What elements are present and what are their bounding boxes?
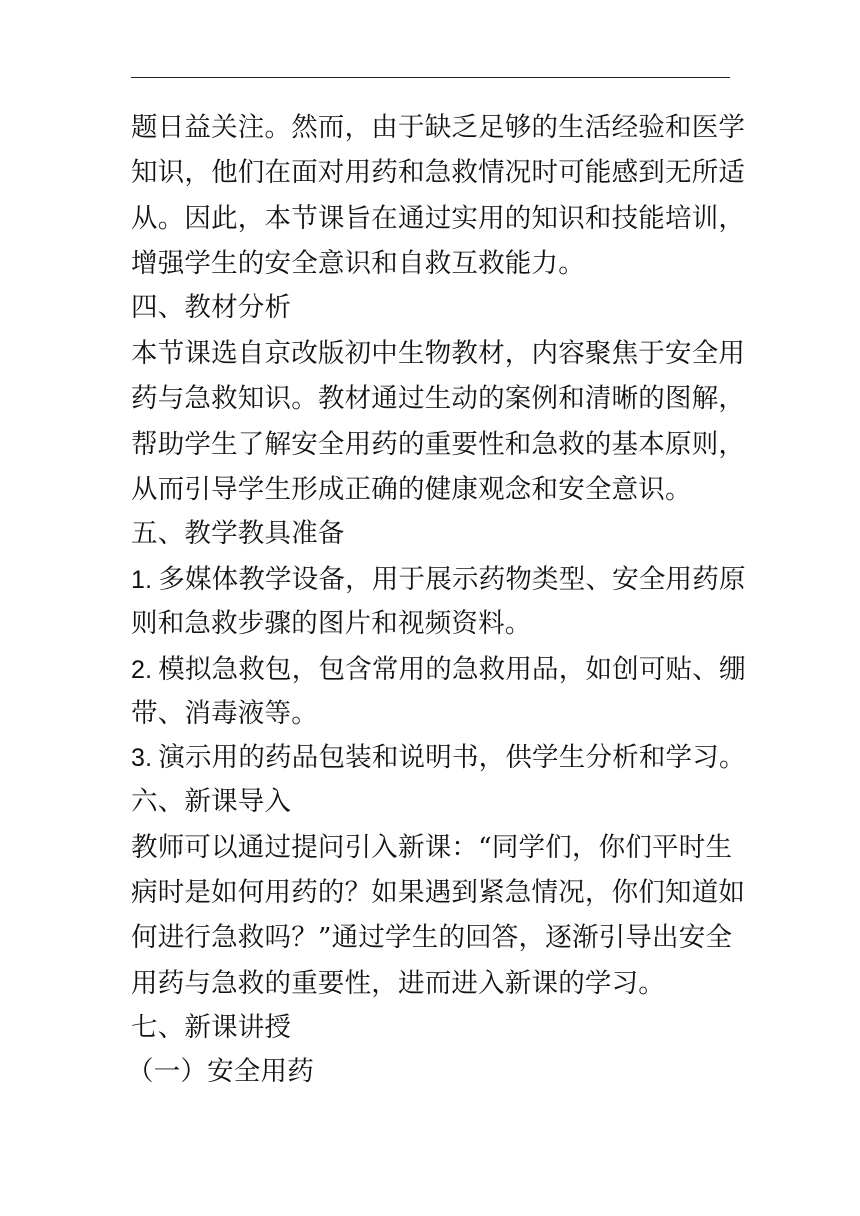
paragraph-line: 从。因此，本节课旨在通过实用的知识和技能培训， xyxy=(131,203,746,234)
paragraph-line: 从而引导学生形成正确的健康观念和安全意识。 xyxy=(131,474,692,505)
paragraph-line: 本节课选自京改版初中生物教材，内容聚焦于安全用 xyxy=(131,338,746,369)
paragraph-line: 带、消毒液等。 xyxy=(131,698,318,729)
list-item-text: 模拟急救包，包含常用的急救用品，如创可贴、绷 xyxy=(158,654,746,685)
list-item-text: 多媒体教学设备，用于展示药物类型、安全用药原 xyxy=(158,564,746,595)
list-number: 1. xyxy=(131,566,153,594)
paragraph-line: 何进行急救吗？”通过学生的回答，逐渐引导出安全 xyxy=(131,922,733,953)
paragraph-line: 增强学生的安全意识和自救互救能力。 xyxy=(131,248,585,279)
section-heading: 四、教材分析 xyxy=(131,292,292,323)
header-rule xyxy=(131,77,730,78)
paragraph-line: 病时是如何用药的？如果遇到紧急情况，你们知道如 xyxy=(131,877,746,908)
section-heading: 六、新课导入 xyxy=(131,786,292,817)
section-heading: 五、教学教具准备 xyxy=(131,518,345,549)
list-item xyxy=(131,562,746,598)
paragraph-line: 帮助学生了解安全用药的重要性和急救的基本原则， xyxy=(131,429,746,460)
section-heading: 七、新课讲授 xyxy=(131,1012,292,1043)
paragraph-line: 用药与急救的重要性，进而进入新课的学习。 xyxy=(131,968,665,999)
list-item-text: 演示用的药品包装和说明书，供学生分析和学习。 xyxy=(158,742,746,773)
paragraph-line: 药与急救知识。教材通过生动的案例和清晰的图解， xyxy=(131,383,746,414)
list-item xyxy=(131,652,746,688)
paragraph-line: 则和急救步骤的图片和视频资料。 xyxy=(131,608,532,639)
list-number: 3. xyxy=(131,744,153,772)
list-number: 2. xyxy=(131,656,153,684)
list-item xyxy=(131,740,746,776)
paragraph-line: 题日益关注。然而，由于缺乏足够的生活经验和医学 xyxy=(131,112,746,143)
paragraph-line: 教师可以通过提问引入新课：“同学们，你们平时生 xyxy=(131,832,733,863)
paragraph-line: 知识，他们在面对用药和急救情况时可能感到无所适 xyxy=(131,157,746,188)
subsection-heading: （一）安全用药 xyxy=(127,1056,314,1087)
